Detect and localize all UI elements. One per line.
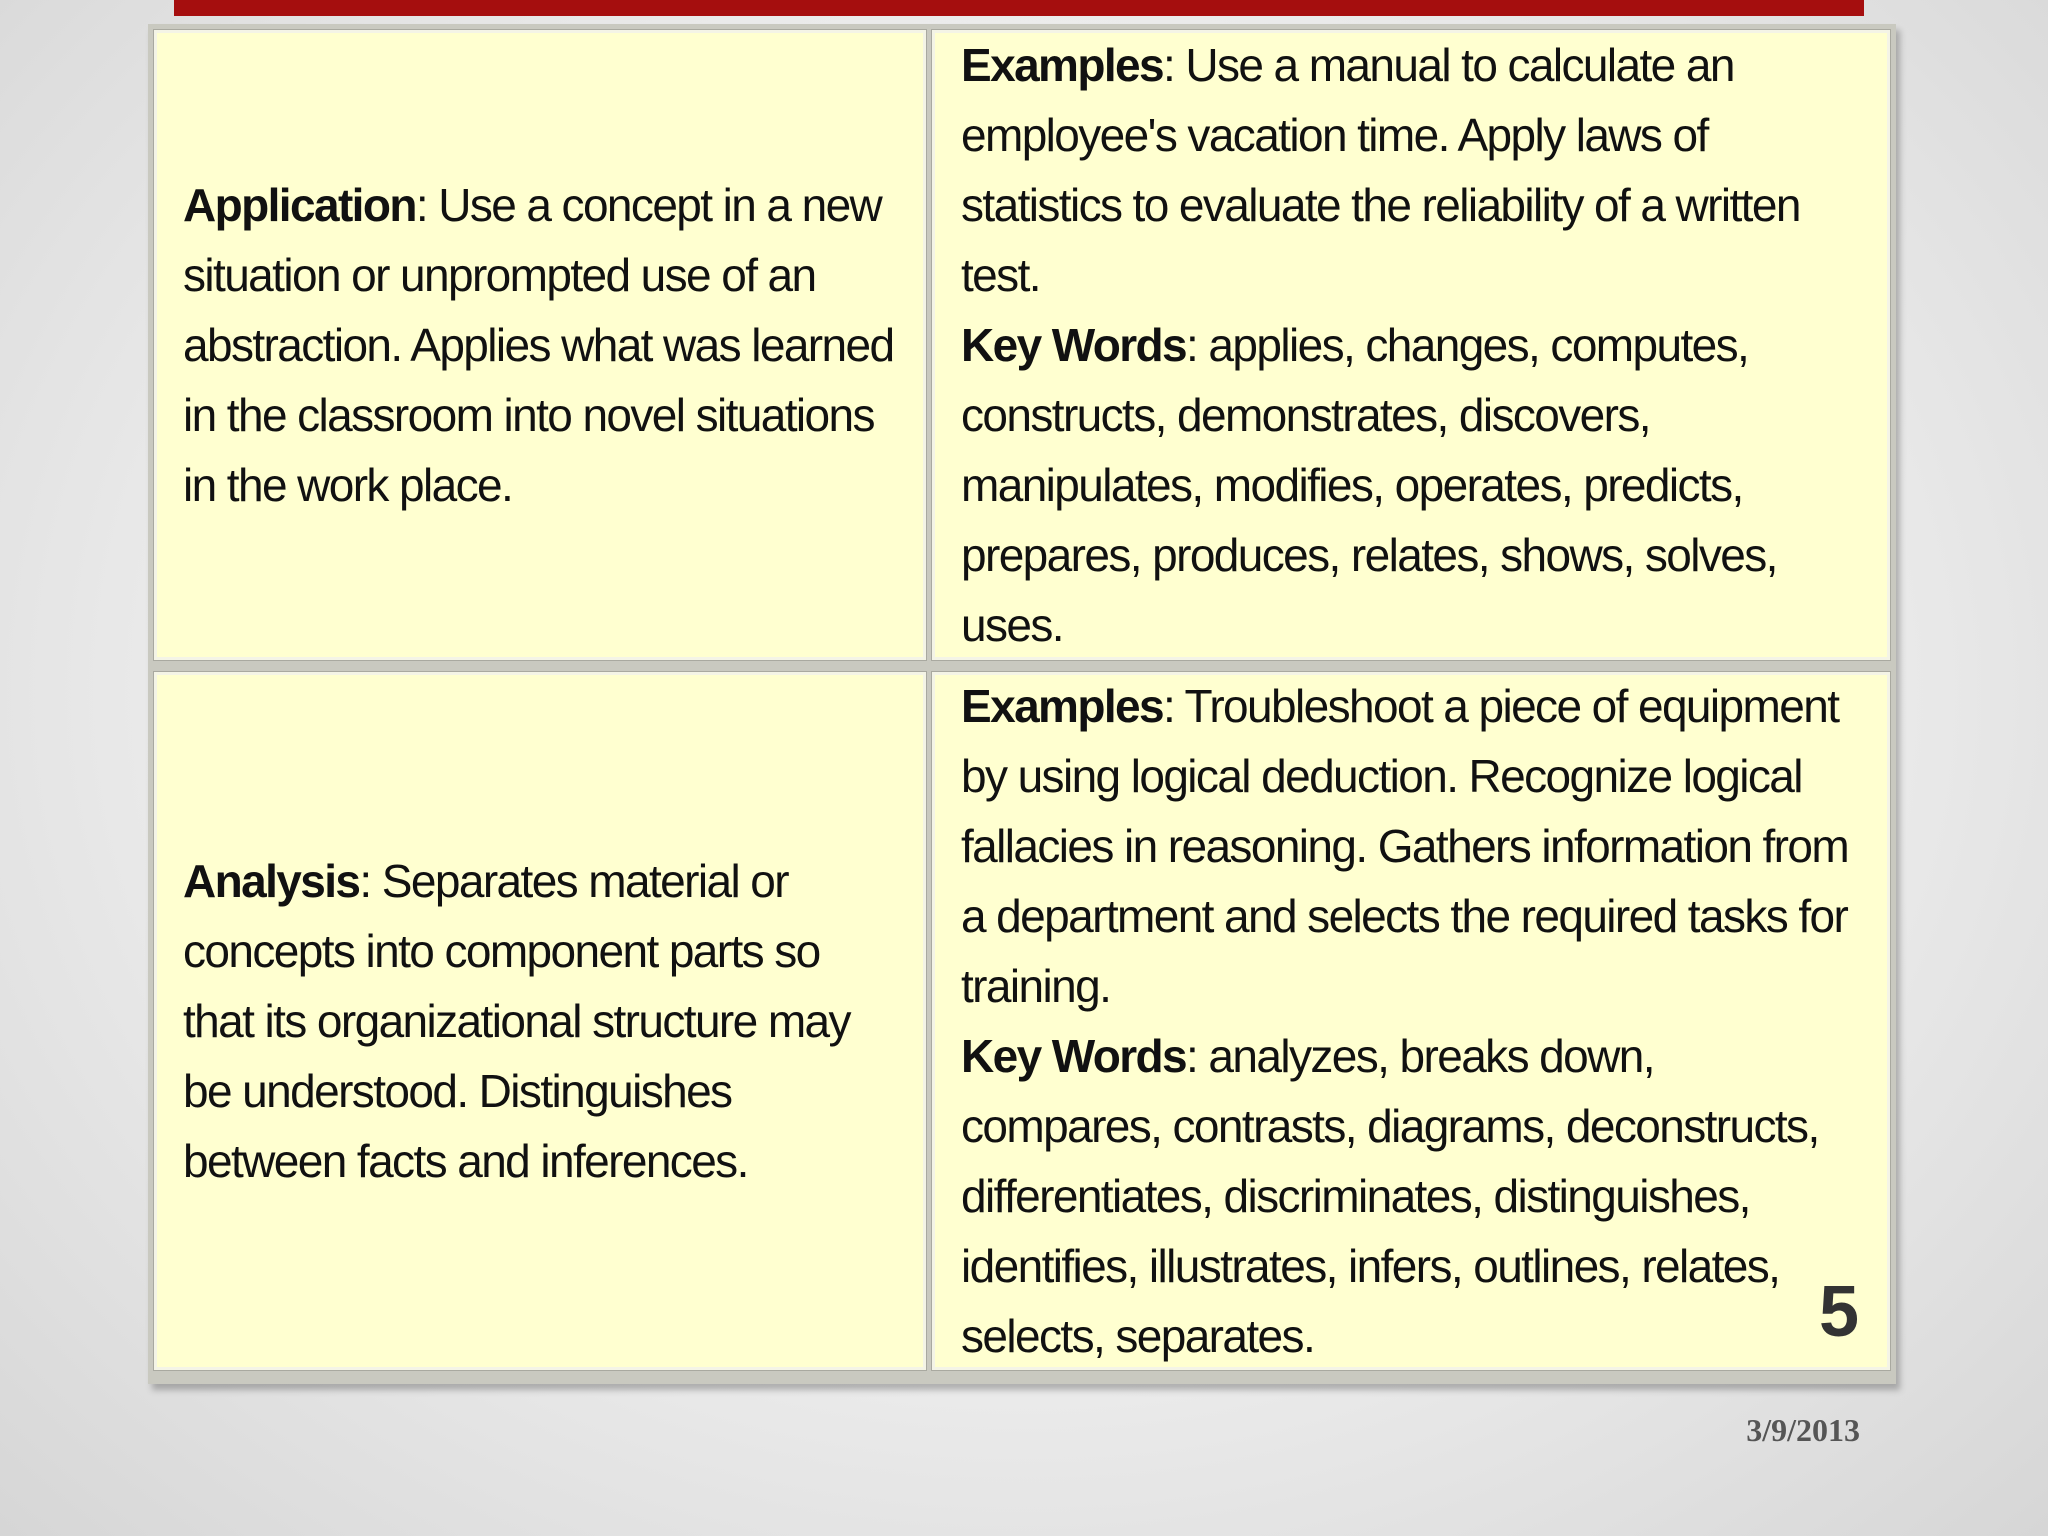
analysis-description: : Separates material or concepts into component parts so that its organizational structure may be understood. Distinguishes between facts and inferences. <box>183 855 850 1187</box>
analysis-examples-text: : Troubleshoot a piece of equipment by using logical deduction. Recognize logical fallacies in reasoning. Gathers information from a department and selects the required tasks for training. <box>961 680 1849 1012</box>
analysis-term: Analysis <box>183 855 360 907</box>
application-details-cell <box>932 30 1890 660</box>
application-examples <box>961 30 1861 310</box>
bloom-taxonomy-table <box>148 24 1896 1384</box>
application-definition-cell <box>154 30 926 660</box>
analysis-key-words-text: : analyzes, breaks down, compares, contrasts, diagrams, deconstructs, differentiates, discriminates, distinguishes, identifies, illustrates, infers, outlines, relates, selects, separates. <box>961 1030 1819 1362</box>
application-examples-term: Examples <box>961 39 1163 91</box>
application-definition <box>183 170 897 520</box>
application-key-words-text: : applies, changes, computes, constructs, demonstrates, discovers, manipulates, modifies, operates, predicts, prepares, produces, relates, shows, solves, uses. <box>961 319 1777 651</box>
title-accent-bar <box>174 0 1864 16</box>
analysis-key-words-term: Key Words <box>961 1030 1187 1082</box>
application-examples-text: : Use a manual to calculate an employee's vacation time. Apply laws of statistics to evaluate the reliability of a written test. <box>961 39 1800 301</box>
analysis-definition <box>183 846 897 1196</box>
analysis-examples <box>961 671 1861 1021</box>
analysis-examples-term: Examples <box>961 680 1163 732</box>
analysis-details-cell <box>932 672 1890 1370</box>
slide-number: 5 <box>1818 1272 1858 1352</box>
slide-date: 3/9/2013 <box>1746 1412 1860 1448</box>
application-key-words-term: Key Words <box>961 319 1187 371</box>
application-term: Application <box>183 179 416 231</box>
application-description: : Use a concept in a new situation or unprompted use of an abstraction. Applies what was learned in the classroom into novel situations in the work place. <box>183 179 894 511</box>
analysis-key-words <box>961 1021 1861 1371</box>
application-key-words <box>961 310 1861 660</box>
analysis-definition-cell <box>154 672 926 1370</box>
